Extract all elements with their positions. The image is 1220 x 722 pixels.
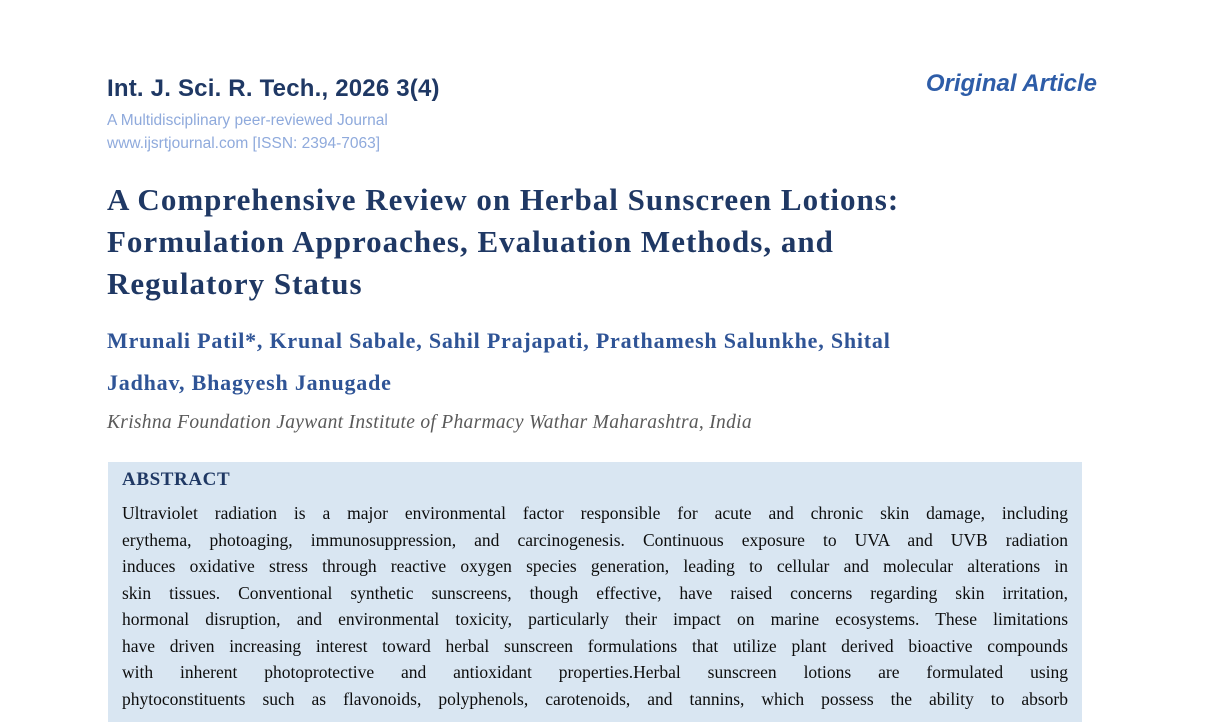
abstract-body xyxy=(122,500,1068,712)
abstract-heading: ABSTRACT xyxy=(122,469,231,490)
abstract-line: Ultraviolet radiation is a major environmental factor responsible for acute and chronic skin damage, including xyxy=(122,503,1068,523)
article-title-line-2: Formulation Approaches, Evaluation Methods, and xyxy=(107,224,834,259)
journal-masthead xyxy=(107,74,627,153)
author-list-line-2: Jadhav, Bhagyesh Janugade xyxy=(107,370,392,395)
abstract-line: hormonal disruption, and environmental toxicity, particularly their impact on marine ecosystems. These limitations xyxy=(122,609,1068,629)
abstract-line: induces oxidative stress through reactive oxygen species generation, leading to cellular and molecular alterations in xyxy=(122,556,1068,576)
abstract-line: phytoconstituents such as flavonoids, polyphenols, carotenoids, and tannins, which possess the ability to absorb xyxy=(122,688,1068,709)
journal-title: Int. J. Sci. R. Tech., 2026 3(4) xyxy=(107,75,440,102)
abstract-section xyxy=(108,462,1082,722)
article-type-label: Original Article xyxy=(925,70,1097,97)
abstract-line: have driven increasing interest toward herbal sunscreen formulations that utilize plant derived bioactive compounds xyxy=(122,635,1068,656)
author-affiliation: Krishna Foundation Jaywant Institute of Pharmacy Wathar Maharashtra, India xyxy=(107,412,752,433)
abstract-line: skin tissues. Conventional synthetic sunscreens, though effective, have raised concerns regarding skin irritation, xyxy=(122,582,1068,603)
article-title-line-3: Regulatory Status xyxy=(107,266,363,301)
abstract-line: with inherent photoprotective and antioxidant properties.Herbal sunscreen lotions are formulated using xyxy=(122,662,1068,682)
article-title-line-1: A Comprehensive Review on Herbal Sunscreen Lotions: xyxy=(107,182,900,217)
journal-website-issn: www.ijsrtjournal.com [ISSN: 2394-7063] xyxy=(107,135,381,152)
author-list-line-1: Mrunali Patil*, Krunal Sabale, Sahil Prajapati, Prathamesh Salunkhe, Shital xyxy=(107,328,891,353)
journal-subtitle: A Multidisciplinary peer-reviewed Journal xyxy=(107,112,388,129)
article-title xyxy=(107,179,1067,305)
abstract-line: erythema, photoaging, immunosuppression, and carcinogenesis. Continuous exposure to UVA and UVB radiation xyxy=(122,529,1068,550)
author-list xyxy=(107,320,1077,404)
